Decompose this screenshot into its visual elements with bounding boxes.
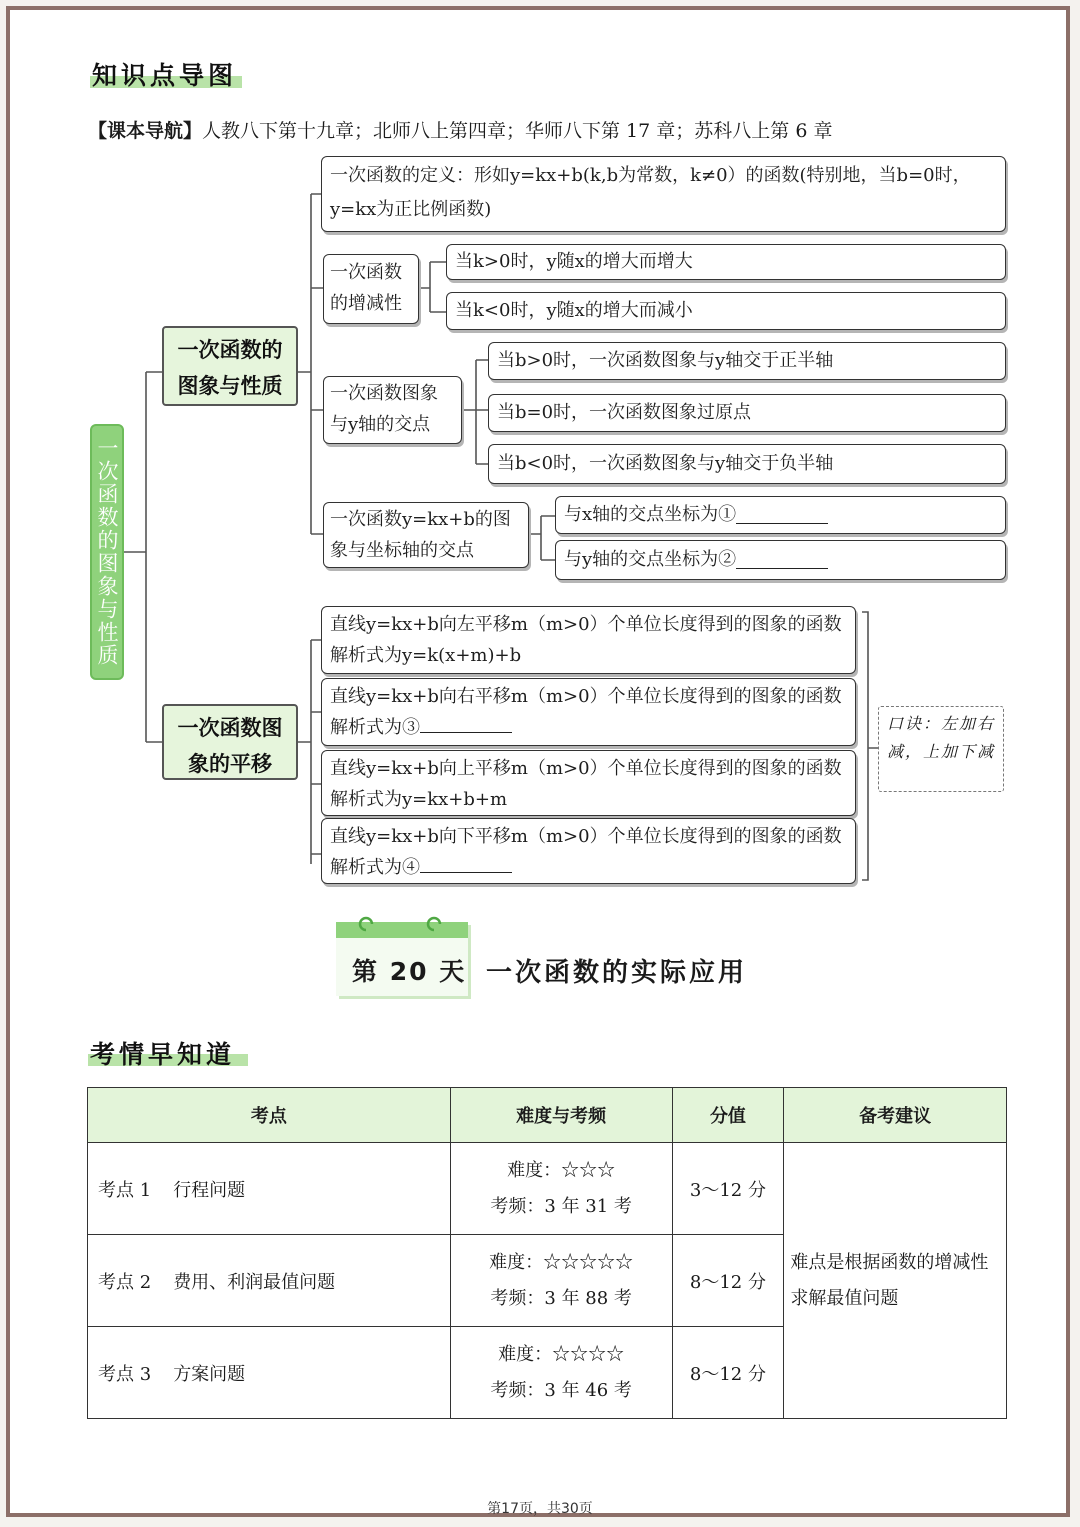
column-header: 考点 bbox=[88, 1088, 451, 1143]
y-intercept-item: 当b<0时，一次函数图象与y轴交于负半轴 bbox=[488, 444, 1006, 484]
monotonic-item: 当k>0时，y随x的增大而增大 bbox=[446, 244, 1006, 280]
difficulty-stars: 难度：☆☆☆ bbox=[507, 1159, 616, 1181]
answer-blank-4 bbox=[420, 856, 512, 873]
score-cell: 8～12 分 bbox=[672, 1235, 784, 1327]
point-name: 费用、利润最值问题 bbox=[173, 1271, 336, 1293]
translation-item: 直线y=kx+b向左平移m（m>0）个单位长度得到的图象的函数解析式为y=k(x+m)+b bbox=[321, 606, 856, 674]
difficulty-cell bbox=[450, 1327, 672, 1419]
y-intersection-text: 与y轴的交点坐标为② bbox=[564, 549, 737, 570]
score-cell: 3～12 分 bbox=[672, 1143, 784, 1235]
difficulty-stars: 难度：☆☆☆☆☆ bbox=[489, 1251, 634, 1273]
column-header: 备考建议 bbox=[784, 1088, 1007, 1143]
frequency: 考频：3 年 88 考 bbox=[490, 1287, 632, 1309]
difficulty-cell bbox=[450, 1143, 672, 1235]
y-intercept-item: 当b=0时，一次函数图象过原点 bbox=[488, 394, 1006, 432]
score-cell: 8～12 分 bbox=[672, 1327, 784, 1419]
day-title: 一次函数的实际应用 bbox=[486, 958, 748, 988]
axes-intersection-item bbox=[555, 540, 1006, 580]
monotonic-item: 当k<0时，y随x的增大而减小 bbox=[446, 292, 1006, 330]
textbook-nav-text: 人教八下第十九章；北师八上第四章；华师八下第 17 章；苏科八上第 6 章 bbox=[202, 120, 833, 142]
textbook-nav-label: 【课本导航】 bbox=[88, 120, 203, 142]
table-row bbox=[88, 1143, 1007, 1235]
point-name: 方案问题 bbox=[173, 1363, 246, 1385]
point-number: 考点 2 bbox=[98, 1271, 152, 1293]
root-node: 一次函数的图象与性质 bbox=[90, 424, 124, 680]
axes-intersection-label: 一次函数y=kx+b的图象与坐标轴的交点 bbox=[323, 502, 529, 568]
point-number: 考点 1 bbox=[98, 1179, 152, 1201]
exam-info-table bbox=[87, 1087, 1007, 1419]
page-footer: 第17页，共30页 bbox=[487, 1501, 593, 1517]
point-name: 行程问题 bbox=[173, 1179, 246, 1201]
frequency: 考频：3 年 31 考 bbox=[490, 1195, 632, 1217]
difficulty-stars: 难度：☆☆☆☆ bbox=[498, 1343, 625, 1365]
y-intercept-item: 当b>0时，一次函数图象与y轴交于正半轴 bbox=[488, 342, 1006, 380]
translation-item bbox=[321, 678, 856, 746]
axes-intersection-item bbox=[555, 496, 1006, 534]
exam-info-heading: 考情早知道 bbox=[90, 1040, 236, 1069]
knowledge-map-heading: 知识点导图 bbox=[92, 61, 238, 90]
day-label: 第 20 天 bbox=[352, 957, 467, 986]
advice-cell: 难点是根据函数的增减性求解最值问题 bbox=[784, 1143, 1007, 1419]
monotonic-label: 一次函数的增减性 bbox=[323, 254, 419, 324]
answer-blank-2 bbox=[736, 552, 828, 569]
y-intercept-label: 一次函数图象与y轴的交点 bbox=[323, 376, 462, 444]
exam-point-cell bbox=[88, 1327, 451, 1419]
exam-point-cell bbox=[88, 1235, 451, 1327]
table-header-row bbox=[88, 1088, 1007, 1143]
branch-graph-properties: 一次函数的图象与性质 bbox=[162, 326, 298, 406]
mnemonic-box: 口诀：左加右减，上加下减 bbox=[878, 706, 1004, 792]
answer-blank-3 bbox=[420, 716, 512, 733]
column-header: 分值 bbox=[672, 1088, 784, 1143]
translation-down-text: 直线y=kx+b向下平移m（m>0）个单位长度得到的图象的函数解析式为④ bbox=[330, 826, 842, 878]
difficulty-cell bbox=[450, 1235, 672, 1327]
column-header: 难度与考频 bbox=[450, 1088, 672, 1143]
translation-right-text: 直线y=kx+b向右平移m（m>0）个单位长度得到的图象的函数解析式为③ bbox=[330, 686, 842, 738]
answer-blank-1 bbox=[736, 507, 828, 524]
x-intersection-text: 与x轴的交点坐标为① bbox=[564, 504, 737, 525]
definition-box: 一次函数的定义：形如y=kx+b(k,b为常数，k≠0）的函数(特别地，当b=0时，y=kx为正比例函数) bbox=[321, 156, 1006, 232]
translation-item: 直线y=kx+b向上平移m（m>0）个单位长度得到的图象的函数解析式为y=kx+b+m bbox=[321, 750, 856, 816]
frequency: 考频：3 年 46 考 bbox=[490, 1379, 632, 1401]
exam-point-cell bbox=[88, 1143, 451, 1235]
translation-item bbox=[321, 818, 856, 884]
branch-translation: 一次函数图象的平移 bbox=[162, 704, 298, 780]
point-number: 考点 3 bbox=[98, 1363, 152, 1385]
